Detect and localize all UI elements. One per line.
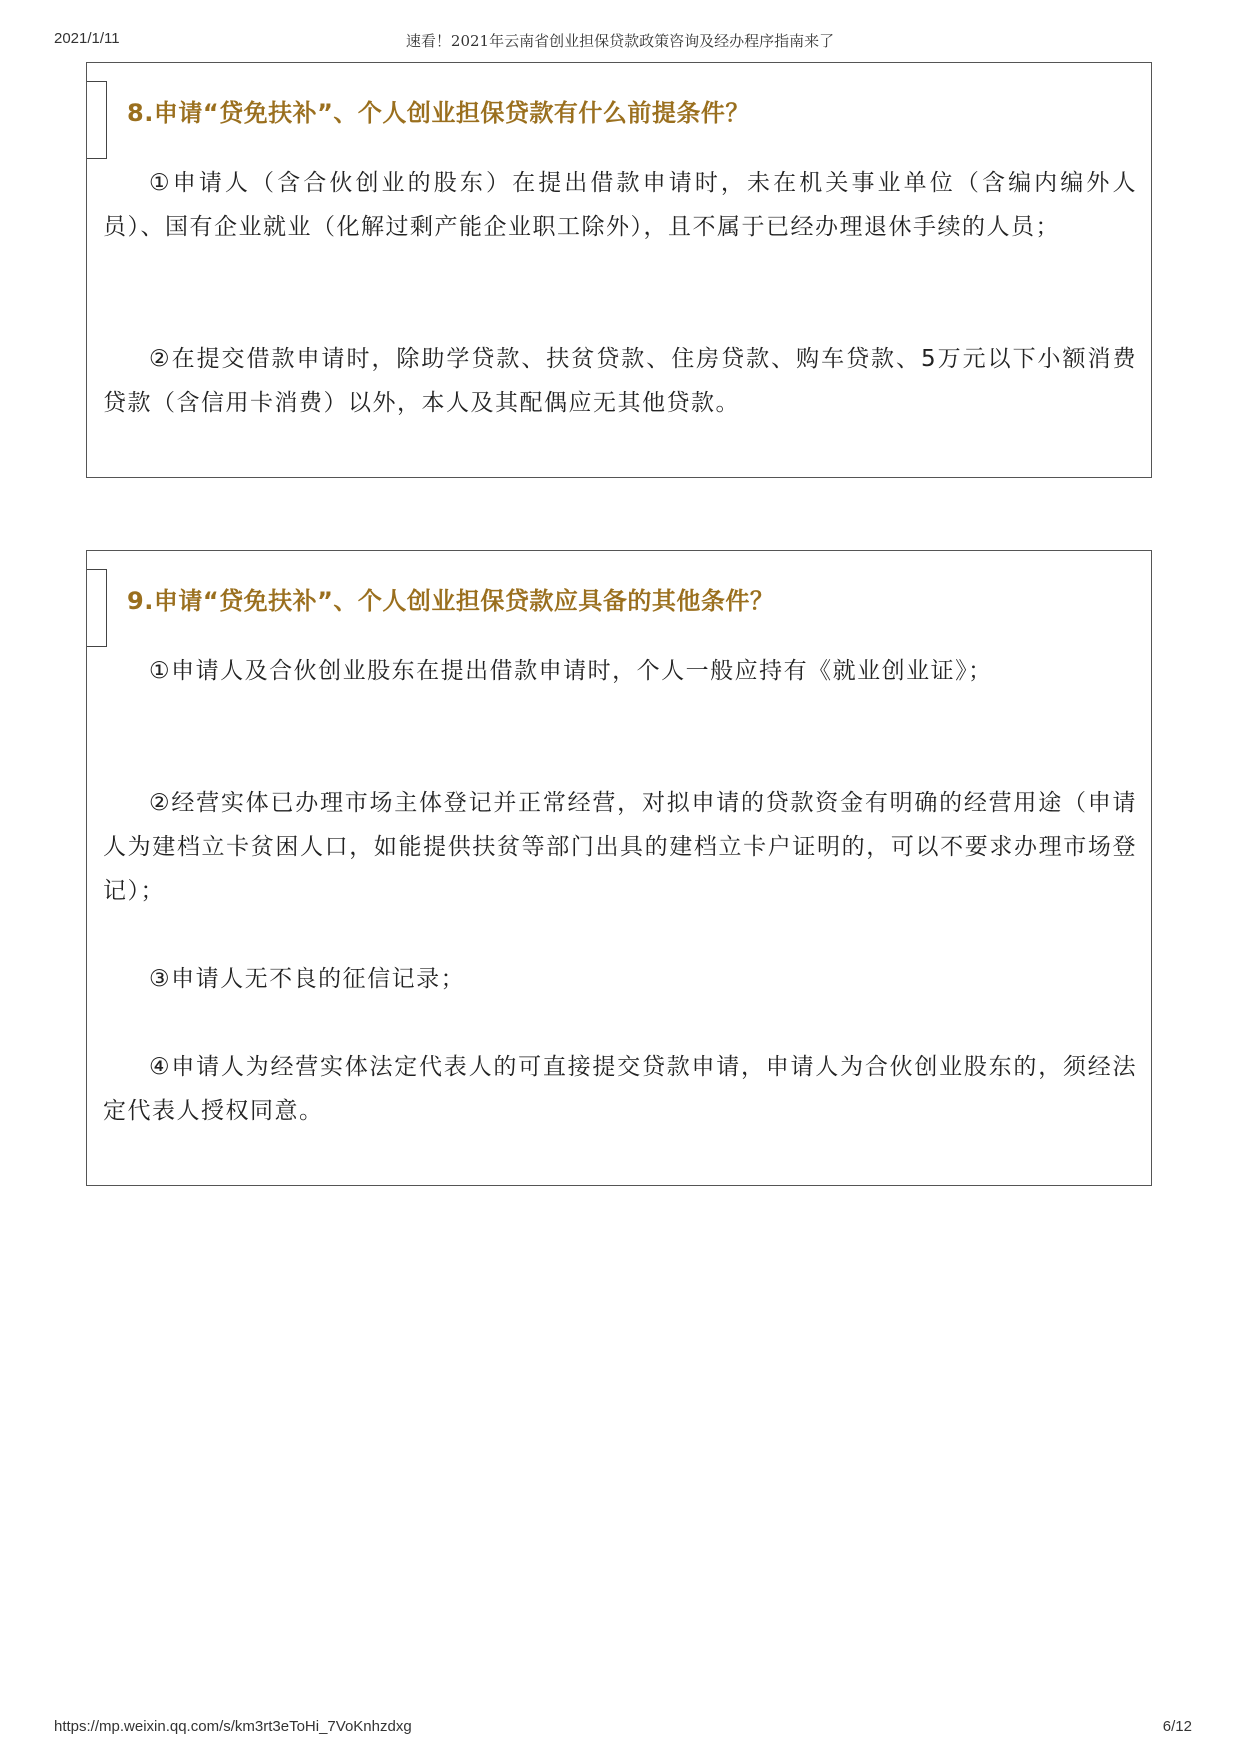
section-paragraph: ②在提交借款申请时，除助学贷款、扶贫贷款、住房贷款、购车贷款、5万元以下小额消费贷款（含信用卡消费）以外，本人及其配偶应无其他贷款。	[103, 346, 1137, 416]
section-paragraph: ④申请人为经营实体法定代表人的可直接提交贷款申请，申请人为合伙创业股东的，须经法定代表人授权同意。	[103, 1054, 1137, 1124]
page-number: 6/12	[1162, 1718, 1192, 1735]
title-bracket-decoration	[87, 81, 107, 159]
print-date: 2021/1/11	[54, 30, 120, 47]
section-box-8	[86, 62, 1152, 478]
section-box-9	[86, 550, 1152, 1186]
section-paragraph: ①申请人及合伙创业股东在提出借款申请时，个人一般应持有《就业创业证》；	[149, 658, 993, 684]
print-header	[0, 30, 1240, 52]
section-paragraph: ③申请人无不良的征信记录；	[149, 966, 466, 992]
section-title: 9.申请“贷免扶补”、个人创业担保贷款应具备的其他条件？	[127, 587, 775, 615]
source-url: https://mp.weixin.qq.com/s/km3rt3eToHi_7VoKnhzdxg	[54, 1718, 412, 1735]
section-paragraph: ①申请人（含合伙创业的股东）在提出借款申请时，未在机关事业单位（含编内编外人员）、国有企业就业（化解过剩产能企业职工除外），且不属于已经办理退休手续的人员；	[103, 170, 1137, 240]
title-bracket-decoration	[87, 569, 107, 647]
section-title: 8.申请“贷免扶补”、个人创业担保贷款有什么前提条件？	[127, 99, 750, 127]
section-paragraph: ②经营实体已办理市场主体登记并正常经营，对拟申请的贷款资金有明确的经营用途（申请人为建档立卡贫困人口，如能提供扶贫等部门出具的建档立卡户证明的，可以不要求办理市场登记）；	[103, 790, 1137, 904]
print-page-title: 速看！2021年云南省创业担保贷款政策咨询及经办程序指南来了	[405, 32, 835, 50]
print-footer	[0, 1718, 1240, 1740]
